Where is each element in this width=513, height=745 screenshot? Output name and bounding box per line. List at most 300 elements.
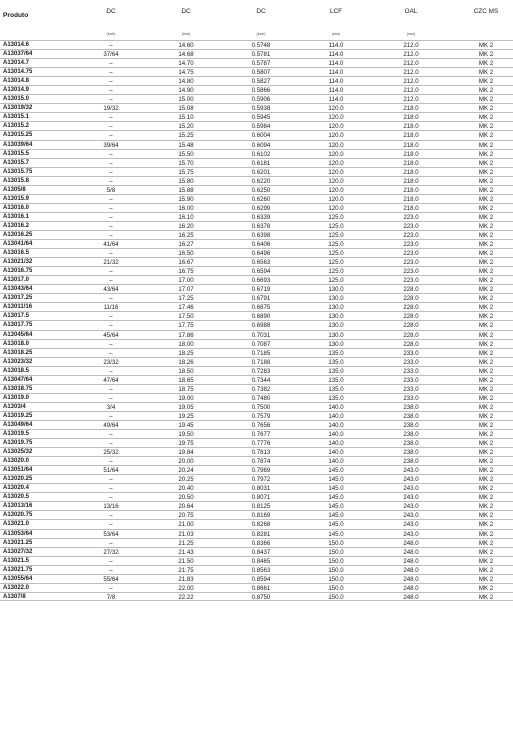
- cell-lcf: 130.0: [328, 304, 344, 312]
- cell-produto: A13022.0: [3, 584, 30, 591]
- cell-produto: A13011/16: [3, 304, 33, 311]
- cell-produto: A13014.7: [3, 60, 30, 67]
- cell-dc-decimal: 0.8750: [251, 593, 271, 601]
- table-row: [0, 375, 513, 384]
- cell-oal: 233.0: [403, 349, 419, 357]
- cell-dc-inch: 49/64: [103, 421, 119, 429]
- cell-czc-ms: MK 2: [478, 358, 494, 366]
- cell-lcf: 135.0: [328, 394, 344, 402]
- cell-produto: A13016.75: [3, 268, 33, 275]
- table-row: [0, 420, 513, 429]
- cell-czc-ms: MK 2: [478, 177, 494, 185]
- cell-oal: 218.0: [403, 105, 419, 113]
- cell-produto: A13020.0: [3, 458, 30, 465]
- cell-oal: 238.0: [403, 440, 419, 448]
- cell-oal: 248.0: [403, 539, 419, 547]
- cell-dc-inch: 21/32: [103, 259, 119, 267]
- table-row: [0, 49, 513, 58]
- table-row: [0, 474, 513, 483]
- table-row: [0, 212, 513, 221]
- cell-dc-decimal: 0.7283: [251, 367, 271, 375]
- cell-dc-decimal: 0.8661: [251, 584, 271, 592]
- cell-dc-mm: 15.50: [178, 150, 194, 158]
- cell-dc-mm: 17.86: [178, 331, 194, 339]
- cell-dc-inch: –: [109, 78, 113, 86]
- cell-czc-ms: MK 2: [478, 385, 494, 393]
- cell-produto: A13017.25: [3, 295, 33, 302]
- cell-dc-mm: 14.60: [178, 42, 194, 49]
- cell-produto: A13016.0: [3, 204, 30, 211]
- cell-produto: A13014.75: [3, 69, 33, 76]
- cell-dc-decimal: 0.6004: [251, 132, 271, 140]
- cell-dc-mm: 16.20: [178, 222, 194, 230]
- table-row: [0, 429, 513, 438]
- table-row: [0, 176, 513, 185]
- cell-oal: 238.0: [403, 449, 419, 457]
- cell-oal: 238.0: [403, 458, 419, 466]
- cell-produto: A13019.25: [3, 412, 33, 419]
- cell-dc-decimal: 0.6988: [251, 322, 271, 330]
- cell-produto: A1305/8: [3, 186, 26, 193]
- cell-lcf: 150.0: [328, 575, 344, 583]
- cell-dc-inch: 51/64: [103, 467, 119, 475]
- cell-produto: A13017.5: [3, 313, 30, 320]
- cell-oal: 233.0: [403, 358, 419, 366]
- cell-produto: A13019/32: [3, 105, 33, 112]
- cell-oal: 243.0: [403, 521, 419, 529]
- table-row: [0, 393, 513, 402]
- cell-produto: A13051/64: [3, 467, 33, 474]
- cell-czc-ms: MK 2: [478, 575, 494, 583]
- cell-lcf: 125.0: [328, 250, 344, 258]
- cell-dc-inch: –: [109, 322, 113, 330]
- cell-dc-mm: 15.70: [178, 159, 194, 167]
- table-row: [0, 94, 513, 103]
- cell-dc-inch: –: [109, 96, 113, 104]
- cell-lcf: 130.0: [328, 331, 344, 339]
- cell-dc-decimal: 0.7874: [251, 458, 271, 466]
- cell-oal: 233.0: [403, 385, 419, 393]
- cell-produto: A1303/4: [3, 403, 26, 410]
- cell-dc-decimal: 0.7500: [251, 403, 271, 411]
- cell-dc-inch: 19/32: [103, 105, 119, 113]
- table-row: [0, 302, 513, 311]
- cell-czc-ms: MK 2: [478, 51, 494, 59]
- cell-produto: A13027/32: [3, 548, 33, 555]
- cell-oal: 212.0: [403, 87, 419, 95]
- cell-dc-decimal: 0.5945: [251, 114, 271, 122]
- table-row: [0, 266, 513, 275]
- cell-dc-decimal: 0.6299: [251, 204, 271, 212]
- cell-dc-mm: 16.50: [178, 250, 194, 258]
- table-row: [0, 501, 513, 510]
- table-row: [0, 438, 513, 447]
- cell-dc-inch: 11/16: [103, 304, 119, 312]
- cell-dc-mm: 14.80: [178, 78, 194, 86]
- header-czc-ms: CZC MS: [473, 8, 499, 15]
- cell-oal: 218.0: [403, 150, 419, 158]
- cell-lcf: 145.0: [328, 476, 344, 484]
- cell-dc-mm: 18.50: [178, 367, 194, 375]
- table-row: [0, 167, 513, 176]
- cell-czc-ms: MK 2: [478, 213, 494, 221]
- cell-dc-inch: –: [109, 431, 113, 439]
- table-row: [0, 248, 513, 257]
- cell-lcf: 145.0: [328, 521, 344, 529]
- table-row: [0, 565, 513, 574]
- cell-dc-mm: 18.65: [178, 376, 194, 384]
- table-row: [0, 339, 513, 348]
- cell-czc-ms: MK 2: [478, 485, 494, 493]
- cell-lcf: 140.0: [328, 449, 344, 457]
- cell-czc-ms: MK 2: [478, 349, 494, 357]
- cell-czc-ms: MK 2: [478, 322, 494, 330]
- cell-dc-inch: –: [109, 458, 113, 466]
- table-row: [0, 519, 513, 528]
- table-row: [0, 583, 513, 592]
- cell-dc-mm: 15.08: [178, 105, 194, 113]
- cell-lcf: 150.0: [328, 593, 344, 601]
- cell-dc-mm: 21.25: [178, 539, 194, 547]
- cell-oal: 228.0: [403, 340, 419, 348]
- cell-dc-decimal: 0.5906: [251, 96, 271, 104]
- cell-dc-decimal: 0.6260: [251, 195, 271, 203]
- cell-produto: A13018.25: [3, 349, 33, 356]
- cell-dc-mm: 21.00: [178, 521, 194, 529]
- table-row: [0, 366, 513, 375]
- cell-lcf: 145.0: [328, 485, 344, 493]
- cell-dc-inch: –: [109, 69, 113, 77]
- cell-produto: A13015.75: [3, 168, 33, 175]
- cell-lcf: 130.0: [328, 295, 344, 303]
- cell-dc-decimal: 0.6094: [251, 141, 271, 149]
- cell-czc-ms: MK 2: [478, 114, 494, 122]
- cell-dc-inch: –: [109, 87, 113, 95]
- table-row: [0, 130, 513, 139]
- cell-dc-decimal: 0.6201: [251, 168, 271, 176]
- cell-dc-mm: 21.03: [178, 530, 194, 538]
- cell-czc-ms: MK 2: [478, 521, 494, 529]
- cell-dc-inch: –: [109, 485, 113, 493]
- cell-dc-mm: 14.70: [178, 60, 194, 68]
- cell-produto: A1307/8: [3, 593, 26, 600]
- table-row: [0, 140, 513, 149]
- cell-lcf: 150.0: [328, 539, 344, 547]
- cell-lcf: 114.0: [328, 78, 344, 86]
- cell-dc-decimal: 0.6398: [251, 231, 271, 239]
- cell-lcf: 145.0: [328, 467, 344, 475]
- cell-dc-inch: –: [109, 494, 113, 502]
- cell-dc-inch: –: [109, 150, 113, 158]
- cell-produto: A13016.25: [3, 231, 33, 238]
- cell-oal: 243.0: [403, 467, 419, 475]
- cell-czc-ms: MK 2: [478, 331, 494, 339]
- unit-lcf: (mm): [331, 32, 341, 36]
- cell-dc-inch: –: [109, 213, 113, 221]
- cell-oal: 218.0: [403, 141, 419, 149]
- table-row: [0, 483, 513, 492]
- cell-dc-decimal: 0.8071: [251, 494, 271, 502]
- cell-oal: 212.0: [403, 60, 419, 68]
- cell-dc-inch: –: [109, 42, 113, 49]
- cell-dc-mm: 17.75: [178, 322, 194, 330]
- cell-dc-mm: 16.27: [178, 241, 194, 249]
- cell-dc-mm: 19.50: [178, 431, 194, 439]
- cell-dc-mm: 15.80: [178, 177, 194, 185]
- cell-produto: A13016.1: [3, 213, 30, 220]
- cell-oal: 248.0: [403, 593, 419, 601]
- cell-lcf: 125.0: [328, 268, 344, 276]
- cell-dc-decimal: 0.5781: [251, 51, 271, 59]
- cell-dc-mm: 18.25: [178, 349, 194, 357]
- cell-lcf: 130.0: [328, 322, 344, 330]
- cell-czc-ms: MK 2: [478, 141, 494, 149]
- cell-dc-decimal: 0.6220: [251, 177, 271, 185]
- cell-czc-ms: MK 2: [478, 150, 494, 158]
- cell-dc-decimal: 0.7969: [251, 467, 271, 475]
- cell-dc-mm: 15.75: [178, 168, 194, 176]
- cell-dc-inch: –: [109, 177, 113, 185]
- cell-oal: 243.0: [403, 503, 419, 511]
- cell-oal: 233.0: [403, 394, 419, 402]
- cell-dc-mm: 20.00: [178, 458, 194, 466]
- cell-dc-mm: 17.00: [178, 277, 194, 285]
- cell-dc-inch: 39/64: [103, 141, 119, 149]
- cell-dc-decimal: 0.8594: [251, 575, 271, 583]
- cell-dc-decimal: 0.7776: [251, 440, 271, 448]
- cell-czc-ms: MK 2: [478, 376, 494, 384]
- cell-oal: 228.0: [403, 331, 419, 339]
- cell-dc-mm: 15.25: [178, 132, 194, 140]
- cell-oal: 223.0: [403, 250, 419, 258]
- cell-oal: 248.0: [403, 557, 419, 565]
- table-row: [0, 221, 513, 230]
- cell-produto: A13016.2: [3, 222, 30, 229]
- cell-dc-decimal: 0.6719: [251, 286, 271, 294]
- cell-dc-decimal: 0.7480: [251, 394, 271, 402]
- cell-produto: A13045/64: [3, 331, 33, 338]
- cell-dc-decimal: 0.8031: [251, 485, 271, 493]
- cell-oal: 218.0: [403, 132, 419, 140]
- cell-produto: A13019.75: [3, 440, 33, 447]
- cell-dc-mm: 19.84: [178, 449, 194, 457]
- cell-produto: A13018.75: [3, 385, 33, 392]
- cell-dc-decimal: 0.7579: [251, 412, 271, 420]
- table-row: [0, 447, 513, 456]
- cell-lcf: 150.0: [328, 557, 344, 565]
- cell-dc-inch: 43/64: [103, 286, 119, 294]
- cell-dc-mm: 15.90: [178, 195, 194, 203]
- cell-produto: A13025/32: [3, 449, 33, 456]
- cell-produto: A13039/64: [3, 141, 33, 148]
- cell-dc-decimal: 0.7344: [251, 376, 271, 384]
- cell-czc-ms: MK 2: [478, 241, 494, 249]
- cell-produto: A13017.0: [3, 277, 30, 284]
- cell-dc-mm: 14.90: [178, 87, 194, 95]
- cell-lcf: 125.0: [328, 259, 344, 267]
- cell-produto: A13023/32: [3, 358, 33, 365]
- table-row: [0, 58, 513, 67]
- cell-oal: 223.0: [403, 231, 419, 239]
- table-header: [0, 0, 513, 26]
- cell-oal: 238.0: [403, 421, 419, 429]
- table-row: [0, 574, 513, 583]
- cell-lcf: 120.0: [328, 105, 344, 113]
- cell-oal: 223.0: [403, 213, 419, 221]
- cell-oal: 212.0: [403, 78, 419, 86]
- cell-dc-mm: 20.64: [178, 503, 194, 511]
- table-row: [0, 103, 513, 112]
- cell-lcf: 150.0: [328, 584, 344, 592]
- cell-dc-decimal: 0.6875: [251, 304, 271, 312]
- cell-oal: 223.0: [403, 277, 419, 285]
- cell-dc-mm: 20.75: [178, 512, 194, 520]
- cell-oal: 223.0: [403, 222, 419, 230]
- cell-czc-ms: MK 2: [478, 548, 494, 556]
- cell-lcf: 120.0: [328, 141, 344, 149]
- cell-czc-ms: MK 2: [478, 566, 494, 574]
- cell-produto: A13019.0: [3, 394, 30, 401]
- cell-lcf: 145.0: [328, 530, 344, 538]
- cell-lcf: 120.0: [328, 114, 344, 122]
- cell-czc-ms: MK 2: [478, 431, 494, 439]
- cell-dc-inch: 53/64: [103, 530, 119, 538]
- cell-dc-mm: 18.75: [178, 385, 194, 393]
- cell-dc-decimal: 0.8465: [251, 557, 271, 565]
- cell-dc-decimal: 0.6102: [251, 150, 271, 158]
- cell-dc-inch: –: [109, 313, 113, 321]
- cell-produto: A13020.75: [3, 512, 33, 519]
- cell-czc-ms: MK 2: [478, 421, 494, 429]
- unit-dc-decimal: (inch): [256, 32, 266, 36]
- table-row: [0, 538, 513, 547]
- table-row: [0, 311, 513, 320]
- cell-dc-decimal: 0.6693: [251, 277, 271, 285]
- cell-produto: A13020.25: [3, 476, 33, 483]
- table-row: [0, 185, 513, 194]
- cell-dc-mm: 19.25: [178, 412, 194, 420]
- cell-oal: 223.0: [403, 241, 419, 249]
- cell-dc-decimal: 0.8169: [251, 512, 271, 520]
- cell-lcf: 120.0: [328, 159, 344, 167]
- cell-lcf: 135.0: [328, 349, 344, 357]
- cell-dc-mm: 21.50: [178, 557, 194, 565]
- cell-dc-inch: –: [109, 512, 113, 520]
- cell-dc-inch: –: [109, 340, 113, 348]
- cell-dc-decimal: 0.8437: [251, 548, 271, 556]
- cell-lcf: 114.0: [328, 87, 344, 95]
- cell-dc-decimal: 0.6791: [251, 295, 271, 303]
- table-row: [0, 556, 513, 565]
- cell-dc-inch: 25/32: [103, 449, 119, 457]
- cell-lcf: 120.0: [328, 123, 344, 131]
- cell-oal: 233.0: [403, 376, 419, 384]
- table-body: [0, 40, 513, 601]
- cell-oal: 228.0: [403, 322, 419, 330]
- cell-oal: 223.0: [403, 259, 419, 267]
- cell-dc-inch: –: [109, 159, 113, 167]
- cell-lcf: 125.0: [328, 241, 344, 249]
- cell-produto: A13020.5: [3, 494, 30, 501]
- cell-oal: 212.0: [403, 51, 419, 59]
- table-row: [0, 40, 513, 49]
- cell-oal: 248.0: [403, 584, 419, 592]
- cell-czc-ms: MK 2: [478, 87, 494, 95]
- cell-dc-decimal: 0.7185: [251, 349, 271, 357]
- cell-czc-ms: MK 2: [478, 394, 494, 402]
- cell-dc-inch: –: [109, 204, 113, 212]
- cell-lcf: 140.0: [328, 403, 344, 411]
- cell-produto: A13014.6: [3, 42, 30, 48]
- cell-czc-ms: MK 2: [478, 222, 494, 230]
- cell-lcf: 120.0: [328, 204, 344, 212]
- cell-oal: 228.0: [403, 304, 419, 312]
- cell-dc-decimal: 0.8125: [251, 503, 271, 511]
- cell-czc-ms: MK 2: [478, 42, 494, 49]
- cell-dc-decimal: 0.7382: [251, 385, 271, 393]
- cell-dc-decimal: 0.5748: [251, 42, 271, 49]
- cell-oal: 243.0: [403, 476, 419, 484]
- cell-lcf: 140.0: [328, 412, 344, 420]
- cell-czc-ms: MK 2: [478, 512, 494, 520]
- cell-dc-decimal: 0.7813: [251, 449, 271, 457]
- cell-czc-ms: MK 2: [478, 467, 494, 475]
- cell-czc-ms: MK 2: [478, 250, 494, 258]
- cell-lcf: 145.0: [328, 503, 344, 511]
- cell-oal: 218.0: [403, 186, 419, 194]
- cell-lcf: 145.0: [328, 494, 344, 502]
- cell-lcf: 120.0: [328, 195, 344, 203]
- cell-dc-mm: 21.83: [178, 575, 194, 583]
- cell-lcf: 140.0: [328, 431, 344, 439]
- cell-dc-decimal: 0.5807: [251, 69, 271, 77]
- cell-czc-ms: MK 2: [478, 557, 494, 565]
- cell-lcf: 120.0: [328, 132, 344, 140]
- cell-produto: A13013/16: [3, 503, 33, 510]
- table-row: [0, 121, 513, 130]
- cell-produto: A13015.8: [3, 177, 30, 184]
- table-row: [0, 320, 513, 329]
- cell-dc-mm: 19.45: [178, 421, 194, 429]
- cell-czc-ms: MK 2: [478, 123, 494, 131]
- cell-dc-mm: 17.25: [178, 295, 194, 303]
- table-row: [0, 67, 513, 76]
- table-row: [0, 275, 513, 284]
- cell-produto: A13015.9: [3, 195, 30, 202]
- cell-dc-decimal: 0.7031: [251, 331, 271, 339]
- cell-lcf: 114.0: [328, 96, 344, 104]
- cell-dc-inch: 3/4: [106, 403, 116, 411]
- cell-lcf: 150.0: [328, 566, 344, 574]
- cell-czc-ms: MK 2: [478, 96, 494, 104]
- cell-dc-mm: 16.67: [178, 259, 194, 267]
- cell-dc-mm: 22.22: [178, 593, 194, 601]
- cell-dc-decimal: 0.7656: [251, 421, 271, 429]
- cell-dc-mm: 17.50: [178, 313, 194, 321]
- cell-dc-inch: 41/64: [103, 241, 119, 249]
- cell-dc-decimal: 0.6594: [251, 268, 271, 276]
- cell-oal: 238.0: [403, 412, 419, 420]
- cell-czc-ms: MK 2: [478, 159, 494, 167]
- cell-oal: 212.0: [403, 96, 419, 104]
- cell-czc-ms: MK 2: [478, 503, 494, 511]
- cell-lcf: 114.0: [328, 69, 344, 77]
- units-row: [0, 32, 513, 38]
- table-row: [0, 239, 513, 248]
- cell-dc-decimal: 0.8268: [251, 521, 271, 529]
- cell-czc-ms: MK 2: [478, 530, 494, 538]
- cell-oal: 218.0: [403, 123, 419, 131]
